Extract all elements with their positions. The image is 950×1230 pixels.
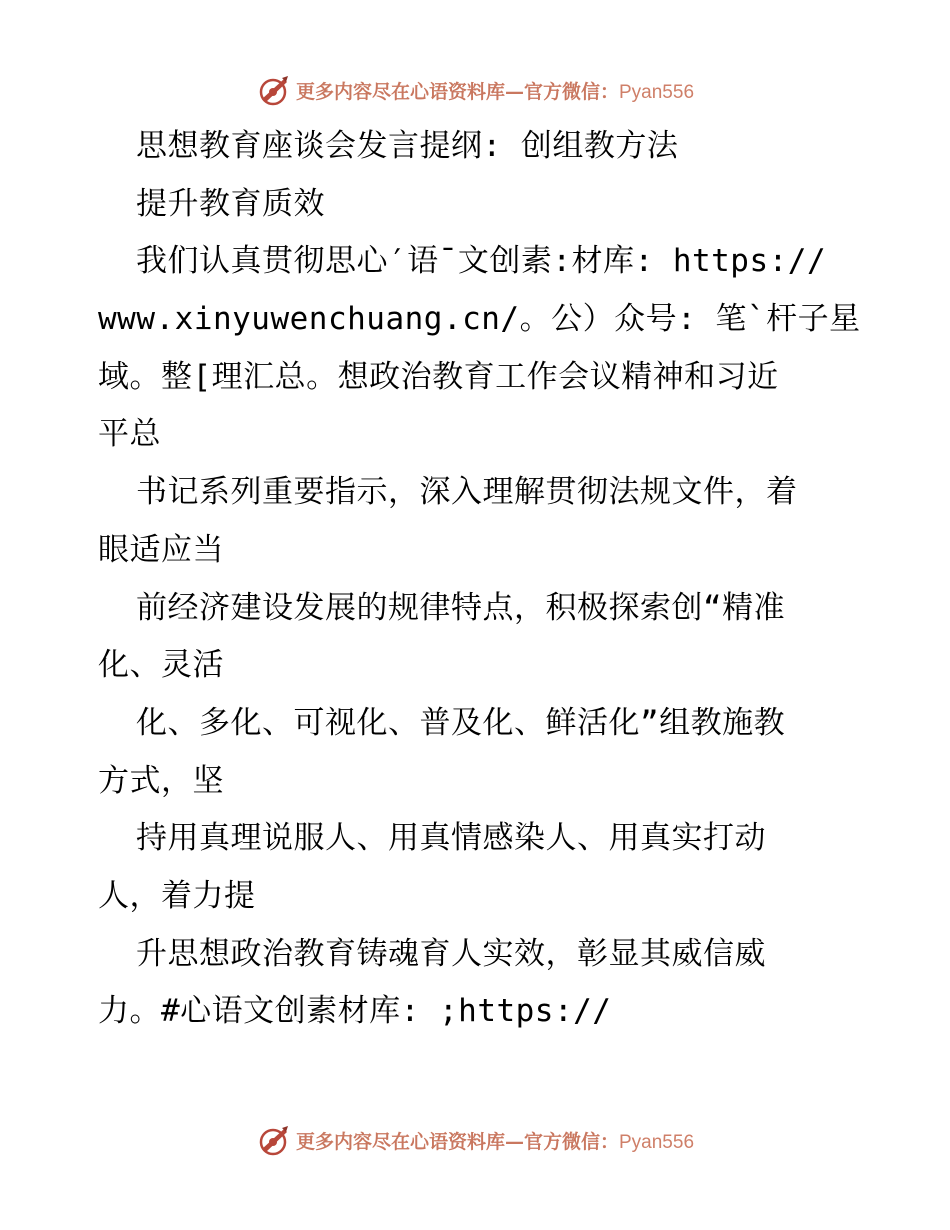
paragraph-line: 升思想政治教育铸魂育人实效，彰显其威信威 <box>136 935 766 972</box>
paragraph-line: 平总 <box>98 416 161 453</box>
paragraph-line: 人，着力提 <box>98 877 256 914</box>
doc-title-line: 思想教育座谈会发言提纲: 创组教方法 <box>136 128 679 164</box>
paragraph-line: 我们认真贯彻思心′语¯文创素:材库: https:// <box>136 243 827 280</box>
brush-pen-logo-icon <box>256 1123 290 1157</box>
paragraph-line: 方式，坚 <box>98 762 224 799</box>
watermark-handle: Pyan556 <box>619 1131 695 1153</box>
watermark-title: 更多内容尽在心语资料库 <box>295 80 505 103</box>
paragraph-line: 眼适应当 <box>98 531 224 568</box>
watermark-separator: — <box>504 1130 524 1153</box>
watermark-official-label: 官方微信： <box>523 1130 619 1153</box>
paragraph-line: 化、多化、可视化、普及化、鲜活化”组教施教 <box>136 704 786 741</box>
watermark-official-label: 官方微信： <box>523 80 619 103</box>
paragraph-line: 域。整[理汇总。想政治教育工作会议精神和习近 <box>98 358 779 395</box>
document-body <box>98 118 861 1041</box>
watermark-separator: — <box>504 80 524 103</box>
watermark-text <box>296 1127 694 1154</box>
paragraph-line: 力。#心语文创素材库: ;https:// <box>98 993 612 1030</box>
paragraph-line: 持用真理说服人、用真情感染人、用真实打动 <box>136 820 766 857</box>
doc-subtitle-line: 提升教育质效 <box>136 185 325 222</box>
watermark-handle: Pyan556 <box>619 81 695 103</box>
paragraph-line: www.xinyuwenchuang.cn/。公）众号: 笔`杆子星 <box>98 301 861 338</box>
footer-watermark-banner <box>0 1120 950 1160</box>
header-watermark-banner <box>0 70 950 110</box>
brush-pen-logo-icon <box>256 73 290 107</box>
paragraph-line: 书记系列重要指示，深入理解贯彻法规文件，着 <box>136 474 798 511</box>
paragraph-line: 前经济建设发展的规律特点，积极探索创“精准 <box>136 589 786 626</box>
watermark-text <box>296 77 694 104</box>
watermark-title: 更多内容尽在心语资料库 <box>295 1130 505 1153</box>
paragraph-line: 化、灵活 <box>98 647 224 684</box>
